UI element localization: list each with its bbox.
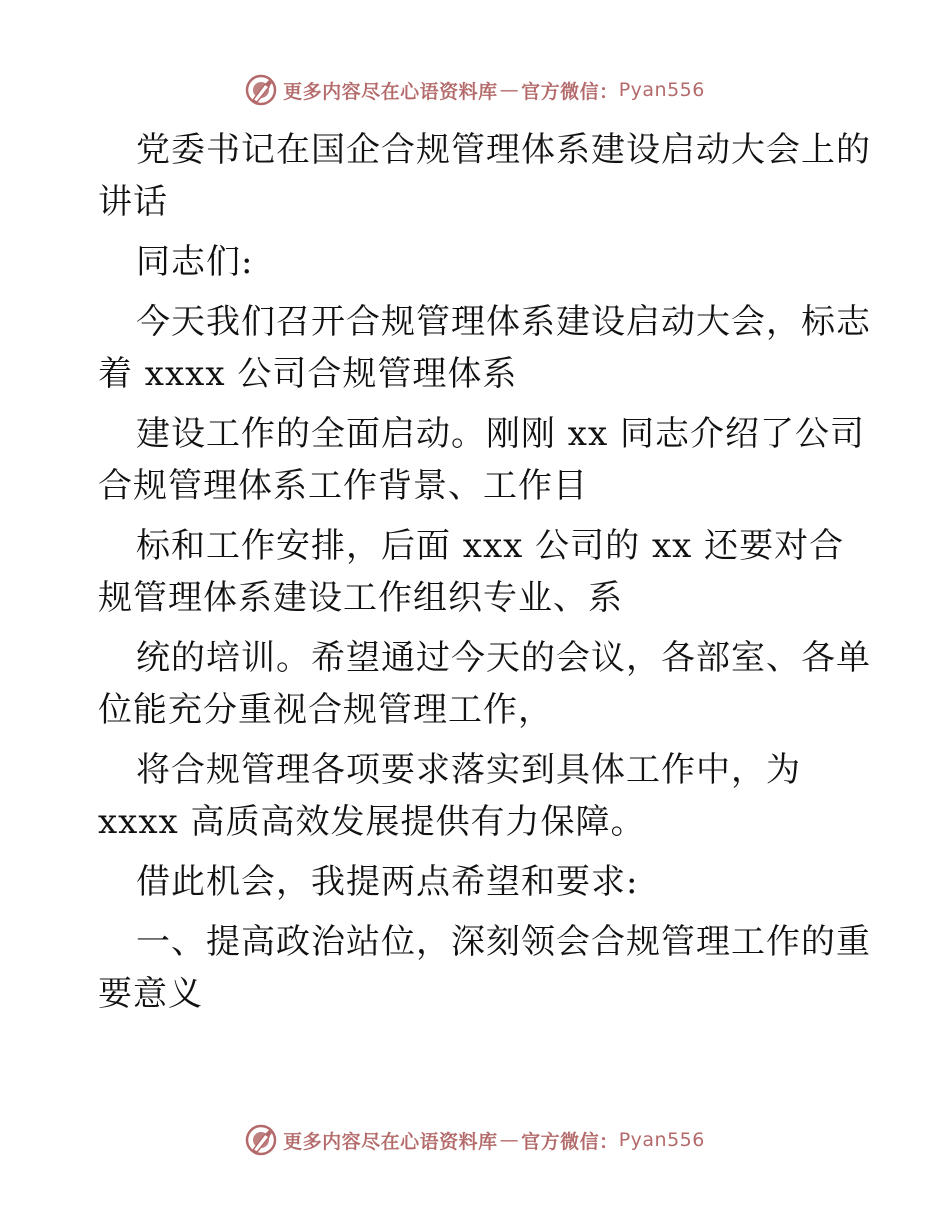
brand-logo-icon — [245, 74, 277, 106]
paragraph-line: 规管理体系建设工作组织专业、系 — [98, 578, 623, 618]
paragraph-line: 标和工作安排，后面 xxx 公司的 xx 还要对合 — [136, 526, 845, 566]
brand-logo-icon — [245, 1124, 277, 1156]
watermark-wechat-id: Pyan556 — [618, 1129, 705, 1151]
paragraph-line: 将合规管理各项要求落实到具体工作中，为 — [136, 750, 801, 790]
paragraph-line: 建设工作的全面启动。刚刚 xx 同志介绍了公司 — [136, 414, 865, 454]
watermark-separator: — — [499, 79, 520, 101]
watermark-wechat-label: 官方微信： — [521, 1130, 619, 1153]
section-heading-line-2: 要意义 — [98, 974, 203, 1014]
watermark-separator: — — [499, 1129, 520, 1151]
section-heading-line-1: 一、提高政治站位，深刻领会合规管理工作的重 — [136, 922, 871, 962]
watermark-wechat-label: 官方微信： — [521, 80, 619, 103]
paragraph-line: xxxx 高质高效发展提供有力保障。 — [98, 802, 646, 842]
watermark-header — [0, 70, 950, 110]
paragraph-line: 位能充分重视合规管理工作， — [98, 690, 553, 730]
salutation: 同志们: — [136, 242, 254, 282]
paragraph-line: 合规管理体系工作背景、工作目 — [98, 466, 588, 506]
paragraph-line: 借此机会，我提两点希望和要求: — [136, 862, 639, 902]
paragraph-line: 今天我们召开合规管理体系建设启动大会，标志 — [136, 302, 871, 342]
paragraph-line: 着 xxxx 公司合规管理体系 — [98, 354, 518, 394]
document-title-line-2: 讲话 — [98, 182, 168, 222]
watermark-wechat-id: Pyan556 — [618, 79, 705, 101]
document-body — [98, 124, 871, 1020]
watermark-site-text: 更多内容尽在心语资料库 — [283, 1130, 498, 1153]
watermark-footer — [0, 1120, 950, 1160]
watermark-site-text: 更多内容尽在心语资料库 — [283, 80, 498, 103]
paragraph-line: 统的培训。希望通过今天的会议，各部室、各单 — [136, 638, 871, 678]
document-title-line-1: 党委书记在国企合规管理体系建设启动大会上的 — [136, 130, 871, 170]
